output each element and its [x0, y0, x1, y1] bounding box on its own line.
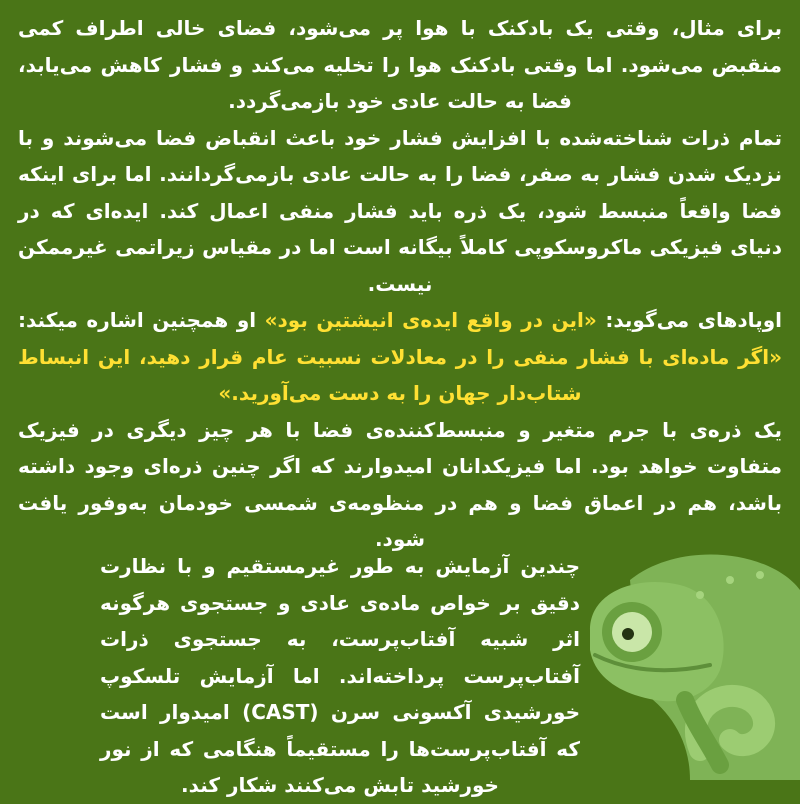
chameleon-pupil: [622, 628, 634, 640]
paragraph-negative-pressure: تمام ذرات شناخته‌شده با افزایش فشار خود باعث انقباض فضا می‌شوند و با نزدیک شدن فشار به صفر، فضا را به حالت عادی بازمی‌گردانند. اما برای اینکه فضا واقعاً منبسط شود، یک ذره باید فشار منفی اعمال کند. ایده‌ای که در دنیای فیزیکی ماکروسکوپی کاملاً بیگانه است اما در مقیاس زیراتمی غیرممکن نیست.: [18, 125, 782, 296]
quote-general-relativity: «اگر ماده‌ای با فشار منفی را در معادلات نسبیت عام قرار دهید، این انبساط شتاب‌دار جهان را به دست می‌آورید.»: [18, 344, 782, 405]
chameleon-spot: [756, 571, 764, 579]
paragraph-cast-experiment: چندین آزمایش به طور غیرمستقیم و با نظارت دقیق بر خواص ماده‌ی عادی و جستجوی هرگونه اثر شبیه آفتاب‌پرست، به جستجوی ذرات آفتاب‌پرست پرداخته‌اند. اما آزمایش تلسکوپ خورشیدی آکسونی سرن (CAST) امیدوار است که آفتاب‌پرست‌ها را مستقیماً هنگامی که از نور خورشید تابش می‌کنند شکار کند.: [100, 554, 580, 797]
paragraph-balloon: برای مثال، وقتی یک بادکنک با هوا پر می‌شود، فضای خالی اطراف کمی منقبض می‌شود. اما وقتی بادکنک هوا را تخلیه می‌کند و فشار کاهش می‌یابد، فضا به حالت عادی خود بازمی‌گردد.: [18, 16, 782, 113]
article-text-top: [18, 10, 782, 558]
chameleon-illustration: [570, 520, 800, 780]
article-text-bottom: [100, 548, 580, 804]
paragraph-variable-mass: یک ذره‌ی با جرم متغیر و منبسط‌کننده‌ی فضا با هر چیز دیگری در فیزیک متفاوت خواهد بود. اما فیزیکدانان امیدوارند که اگر چنین ذره‌ای وجود داشته باشد، هم در اعماق فضا و هم در منظومه‌ی شمسی خودمان به‌وفور یافت شود.: [18, 417, 782, 551]
quote-connector: او همچنین اشاره میکند:: [18, 308, 265, 332]
quote-einstein: «این در واقع ایده‌ی انیشتین بود»: [264, 308, 597, 332]
chameleon-spot: [726, 576, 734, 584]
paragraph-quote: [18, 302, 782, 412]
quote-attribution: اوپادهای می‌گوید:: [596, 308, 782, 332]
chameleon-spot: [696, 591, 704, 599]
